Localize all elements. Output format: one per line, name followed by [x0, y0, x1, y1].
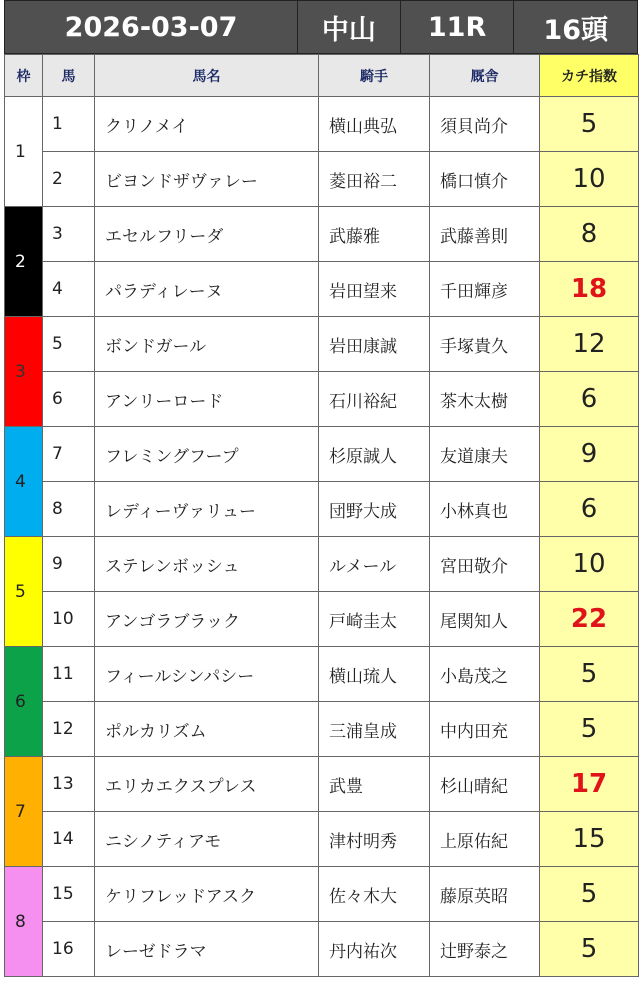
jockey-cell: 三浦皇成 [319, 702, 430, 757]
kachi-index-cell: 8 [540, 207, 639, 262]
trainer-cell: 千田輝彦 [430, 262, 540, 317]
horse-number-cell: 14 [43, 812, 95, 867]
trainer-cell: 小林真也 [430, 482, 540, 537]
kachi-index-cell: 5 [540, 702, 639, 757]
horse-number-cell: 10 [43, 592, 95, 647]
waku-cell: 1 [5, 97, 43, 207]
kachi-index-cell: 10 [540, 152, 639, 207]
kachi-index-cell: 5 [540, 922, 639, 977]
table-header-row [5, 55, 639, 97]
col-header-trainer: 厩舎 [430, 55, 540, 97]
trainer-cell: 手塚貴久 [430, 317, 540, 372]
trainer-cell: 武藤善則 [430, 207, 540, 262]
race-number: 11R [401, 1, 515, 53]
jockey-cell: 石川裕紀 [319, 372, 430, 427]
waku-cell: 3 [5, 317, 43, 427]
kachi-index-cell: 6 [540, 482, 639, 537]
trainer-cell: 尾関知人 [430, 592, 540, 647]
kachi-index-cell: 10 [540, 537, 639, 592]
waku-cell: 2 [5, 207, 43, 317]
horse-number-cell: 11 [43, 647, 95, 702]
trainer-cell: 中内田充 [430, 702, 540, 757]
table-row [5, 97, 639, 152]
horse-name-cell: ビヨンドザヴァレー [95, 152, 319, 207]
horse-name-cell: ステレンボッシュ [95, 537, 319, 592]
horse-number-cell: 8 [43, 482, 95, 537]
kachi-index-cell: 5 [540, 647, 639, 702]
race-header [4, 0, 638, 54]
jockey-cell: 武藤雅 [319, 207, 430, 262]
table-row [5, 867, 639, 922]
jockey-cell: 杉原誠人 [319, 427, 430, 482]
horse-name-cell: ケリフレッドアスク [95, 867, 319, 922]
trainer-cell: 友道康夫 [430, 427, 540, 482]
table-row [5, 922, 639, 977]
table-row [5, 647, 639, 702]
horse-name-cell: エセルフリーダ [95, 207, 319, 262]
horse-name-cell: フレミングフープ [95, 427, 319, 482]
jockey-cell: 横山琉人 [319, 647, 430, 702]
table-row [5, 482, 639, 537]
table-row [5, 317, 639, 372]
kachi-index-cell: 22 [540, 592, 639, 647]
col-header-kachi-index: カチ指数 [540, 55, 639, 97]
table-row [5, 372, 639, 427]
entry-table [4, 54, 639, 977]
jockey-cell: 岩田望来 [319, 262, 430, 317]
table-row [5, 702, 639, 757]
horse-number-cell: 15 [43, 867, 95, 922]
horse-name-cell: エリカエクスプレス [95, 757, 319, 812]
race-venue: 中山 [298, 1, 401, 53]
waku-cell: 6 [5, 647, 43, 757]
jockey-cell: 丹内祐次 [319, 922, 430, 977]
trainer-cell: 須貝尚介 [430, 97, 540, 152]
horse-name-cell: ポルカリズム [95, 702, 319, 757]
horse-name-cell: ボンドガール [95, 317, 319, 372]
trainer-cell: 宮田敬介 [430, 537, 540, 592]
trainer-cell: 茶木太樹 [430, 372, 540, 427]
horse-number-cell: 4 [43, 262, 95, 317]
col-header-horse-name: 馬名 [95, 55, 319, 97]
horse-name-cell: レーゼドラマ [95, 922, 319, 977]
horse-number-cell: 7 [43, 427, 95, 482]
jockey-cell: 戸崎圭太 [319, 592, 430, 647]
jockey-cell: 団野大成 [319, 482, 430, 537]
waku-cell: 5 [5, 537, 43, 647]
table-row [5, 427, 639, 482]
horse-name-cell: ニシノティアモ [95, 812, 319, 867]
race-date: 2026-03-07 [5, 1, 298, 53]
col-header-jockey: 騎手 [319, 55, 430, 97]
jockey-cell: 岩田康誠 [319, 317, 430, 372]
trainer-cell: 橋口慎介 [430, 152, 540, 207]
jockey-cell: 佐々木大 [319, 867, 430, 922]
table-row [5, 592, 639, 647]
trainer-cell: 藤原英昭 [430, 867, 540, 922]
kachi-index-cell: 12 [540, 317, 639, 372]
kachi-index-cell: 5 [540, 867, 639, 922]
horse-number-cell: 6 [43, 372, 95, 427]
jockey-cell: 菱田裕二 [319, 152, 430, 207]
horse-number-cell: 5 [43, 317, 95, 372]
jockey-cell: 津村明秀 [319, 812, 430, 867]
trainer-cell: 小島茂之 [430, 647, 540, 702]
table-row [5, 812, 639, 867]
table-row [5, 152, 639, 207]
trainer-cell: 上原佑紀 [430, 812, 540, 867]
col-header-uma: 馬 [43, 55, 95, 97]
horse-name-cell: レディーヴァリュー [95, 482, 319, 537]
horse-number-cell: 9 [43, 537, 95, 592]
trainer-cell: 杉山晴紀 [430, 757, 540, 812]
horse-number-cell: 3 [43, 207, 95, 262]
jockey-cell: 武豊 [319, 757, 430, 812]
waku-cell: 7 [5, 757, 43, 867]
jockey-cell: 横山典弘 [319, 97, 430, 152]
col-header-waku: 枠 [5, 55, 43, 97]
kachi-index-cell: 6 [540, 372, 639, 427]
table-row [5, 537, 639, 592]
trainer-cell: 辻野泰之 [430, 922, 540, 977]
horse-name-cell: クリノメイ [95, 97, 319, 152]
kachi-index-cell: 5 [540, 97, 639, 152]
horse-number-cell: 16 [43, 922, 95, 977]
kachi-index-cell: 15 [540, 812, 639, 867]
kachi-index-cell: 9 [540, 427, 639, 482]
kachi-index-cell: 18 [540, 262, 639, 317]
horse-number-cell: 1 [43, 97, 95, 152]
horse-number-cell: 13 [43, 757, 95, 812]
horse-number-cell: 12 [43, 702, 95, 757]
horse-number-cell: 2 [43, 152, 95, 207]
field-size: 16頭 [543, 14, 608, 46]
horse-name-cell: フィールシンパシー [95, 647, 319, 702]
waku-cell: 4 [5, 427, 43, 537]
table-row [5, 207, 639, 262]
horse-name-cell: アンゴラブラック [95, 592, 319, 647]
jockey-cell: ルメール [319, 537, 430, 592]
horse-name-cell: パラディレーヌ [95, 262, 319, 317]
kachi-index-cell: 17 [540, 757, 639, 812]
table-row [5, 262, 639, 317]
horse-name-cell: アンリーロード [95, 372, 319, 427]
waku-cell: 8 [5, 867, 43, 977]
table-row [5, 757, 639, 812]
